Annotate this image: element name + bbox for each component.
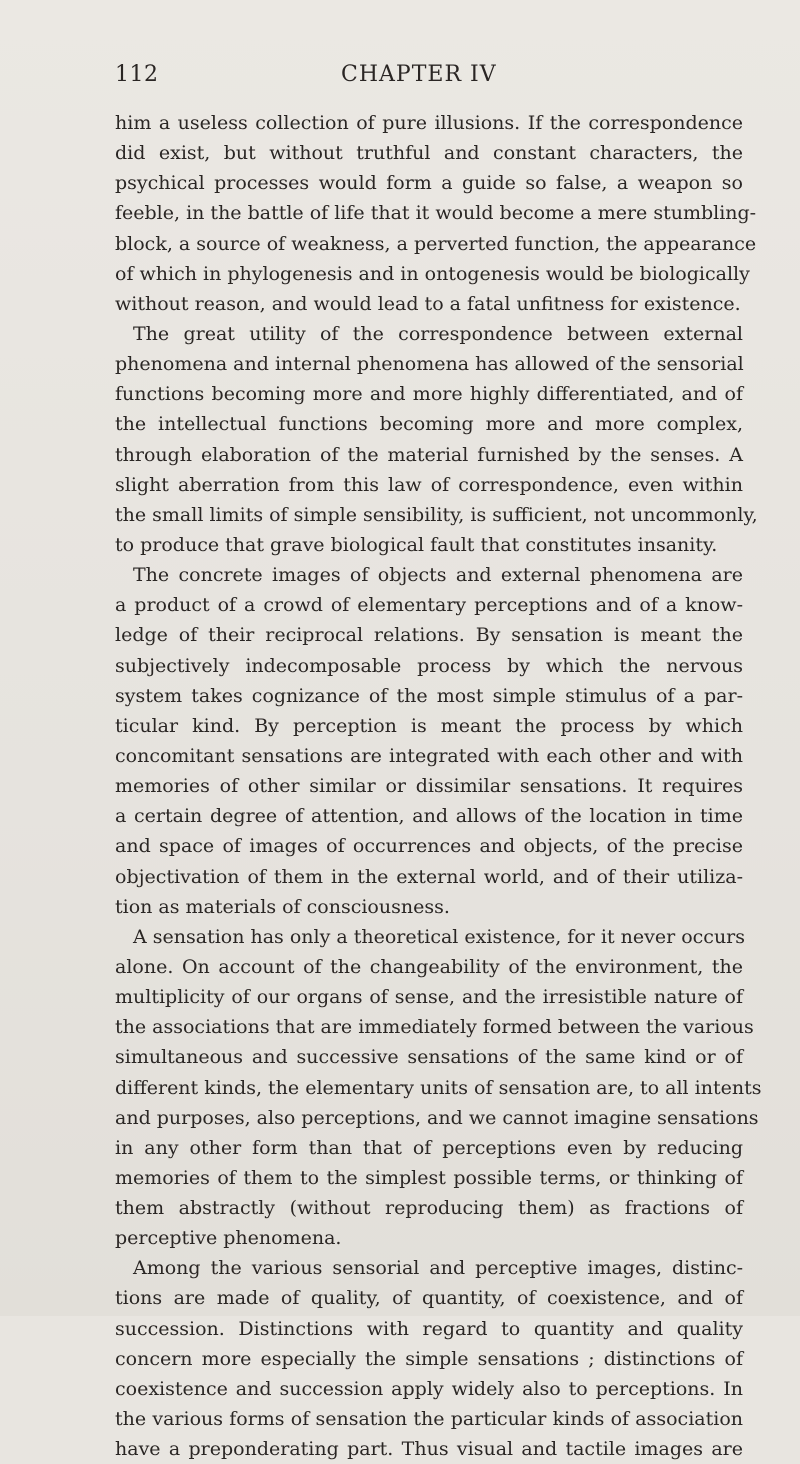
running-head: CHAPTER IV	[341, 62, 497, 87]
text-line: and purposes, also perceptions, and we cannot imagine sensations	[115, 1106, 759, 1129]
text-line: the associations that are immediately formed between the various	[115, 1016, 754, 1039]
text-line: concern more especially the simple sensations ; distinctions of	[115, 1347, 743, 1370]
text-line: coexistence and succession apply widely also to perceptions. In	[115, 1377, 743, 1400]
text-line: psychical processes would form a guide so false, a weapon so	[115, 172, 743, 195]
page-header	[115, 62, 715, 90]
text-line: objectivation of them in the external world, and of their utiliza-	[115, 865, 743, 888]
text-line: block, a source of weakness, a perverted function, the appearance	[115, 232, 757, 255]
text-line: tions are made of quality, of quantity, of coexistence, and of	[115, 1287, 743, 1310]
text-line: The great utility of the correspondence between external	[133, 322, 743, 345]
text-line: of which in phylogenesis and in ontogenesis would be biologically	[115, 262, 750, 285]
text-line: functions becoming more and more highly differentiated, and of	[115, 383, 743, 406]
text-line: and space of images of occurrences and objects, of the precise	[115, 835, 743, 858]
text-line: slight aberration from this law of correspondence, even within	[115, 473, 743, 496]
text-line: without reason, and would lead to a fatal unfitness for existence.	[115, 292, 741, 315]
text-line: memories of other similar or dissimilar sensations. It requires	[115, 775, 743, 798]
text-line: system takes cognizance of the most simple stimulus of a par-	[115, 684, 743, 707]
text-line: A sensation has only a theoretical existence, for it never occurs	[133, 925, 746, 948]
text-line: alone. On account of the changeability of the environment, the	[115, 955, 743, 978]
text-line: ticular kind. By perception is meant the process by which	[115, 714, 743, 737]
text-line: feeble, in the battle of life that it would become a mere stumbling-	[115, 202, 757, 225]
text-line: tion as materials of consciousness.	[115, 895, 450, 918]
text-line: memories of them to the simplest possible terms, or thinking of	[115, 1166, 743, 1189]
text-line: subjectively indecomposable process by which the nervous	[115, 654, 743, 677]
text-line: have a preponderating part. Thus visual and tactile images are	[115, 1438, 743, 1461]
text-line: him a useless collection of pure illusions. If the correspondence	[115, 112, 743, 134]
text-line: in any other form than that of perceptions even by reducing	[115, 1136, 743, 1159]
page-number: 112	[115, 62, 159, 87]
text-line: perceptive phenomena.	[115, 1227, 342, 1250]
text-line: them abstractly (without reproducing them) as fractions of	[115, 1197, 743, 1220]
text-line: a certain degree of attention, and allows of the location in time	[115, 805, 743, 828]
text-line: The concrete images of objects and external phenomena are	[133, 564, 743, 587]
text-line: different kinds, the elementary units of sensation are, to all intents	[115, 1076, 762, 1099]
text-line: ledge of their reciprocal relations. By sensation is meant the	[115, 624, 743, 647]
text-line: the various forms of sensation the particular kinds of association	[115, 1408, 743, 1431]
text-line: the intellectual functions becoming more and more complex,	[115, 413, 743, 436]
text-line: did exist, but without truthful and constant characters, the	[115, 142, 743, 165]
text-line: a product of a crowd of elementary perceptions and of a know-	[115, 594, 743, 617]
text-line: the small limits of simple sensibility, is sufficient, not uncommonly,	[115, 503, 758, 526]
text-line: succession. Distinctions with regard to quantity and quality	[115, 1317, 743, 1340]
text-line: multiplicity of our organs of sense, and the irresistible nature of	[115, 986, 743, 1009]
text-line: to produce that grave biological fault that constitutes insanity.	[115, 533, 718, 556]
text-line: through elaboration of the material furnished by the senses. A	[115, 443, 743, 466]
body-text	[115, 108, 762, 1464]
text-line: phenomena and internal phenomena has allowed of the sensorial	[115, 353, 744, 376]
text-line: Among the various sensorial and perceptive images, distinc-	[133, 1257, 743, 1280]
text-line: concomitant sensations are integrated with each other and with	[115, 744, 743, 767]
text-line: simultaneous and successive sensations of the same kind or of	[115, 1046, 743, 1069]
